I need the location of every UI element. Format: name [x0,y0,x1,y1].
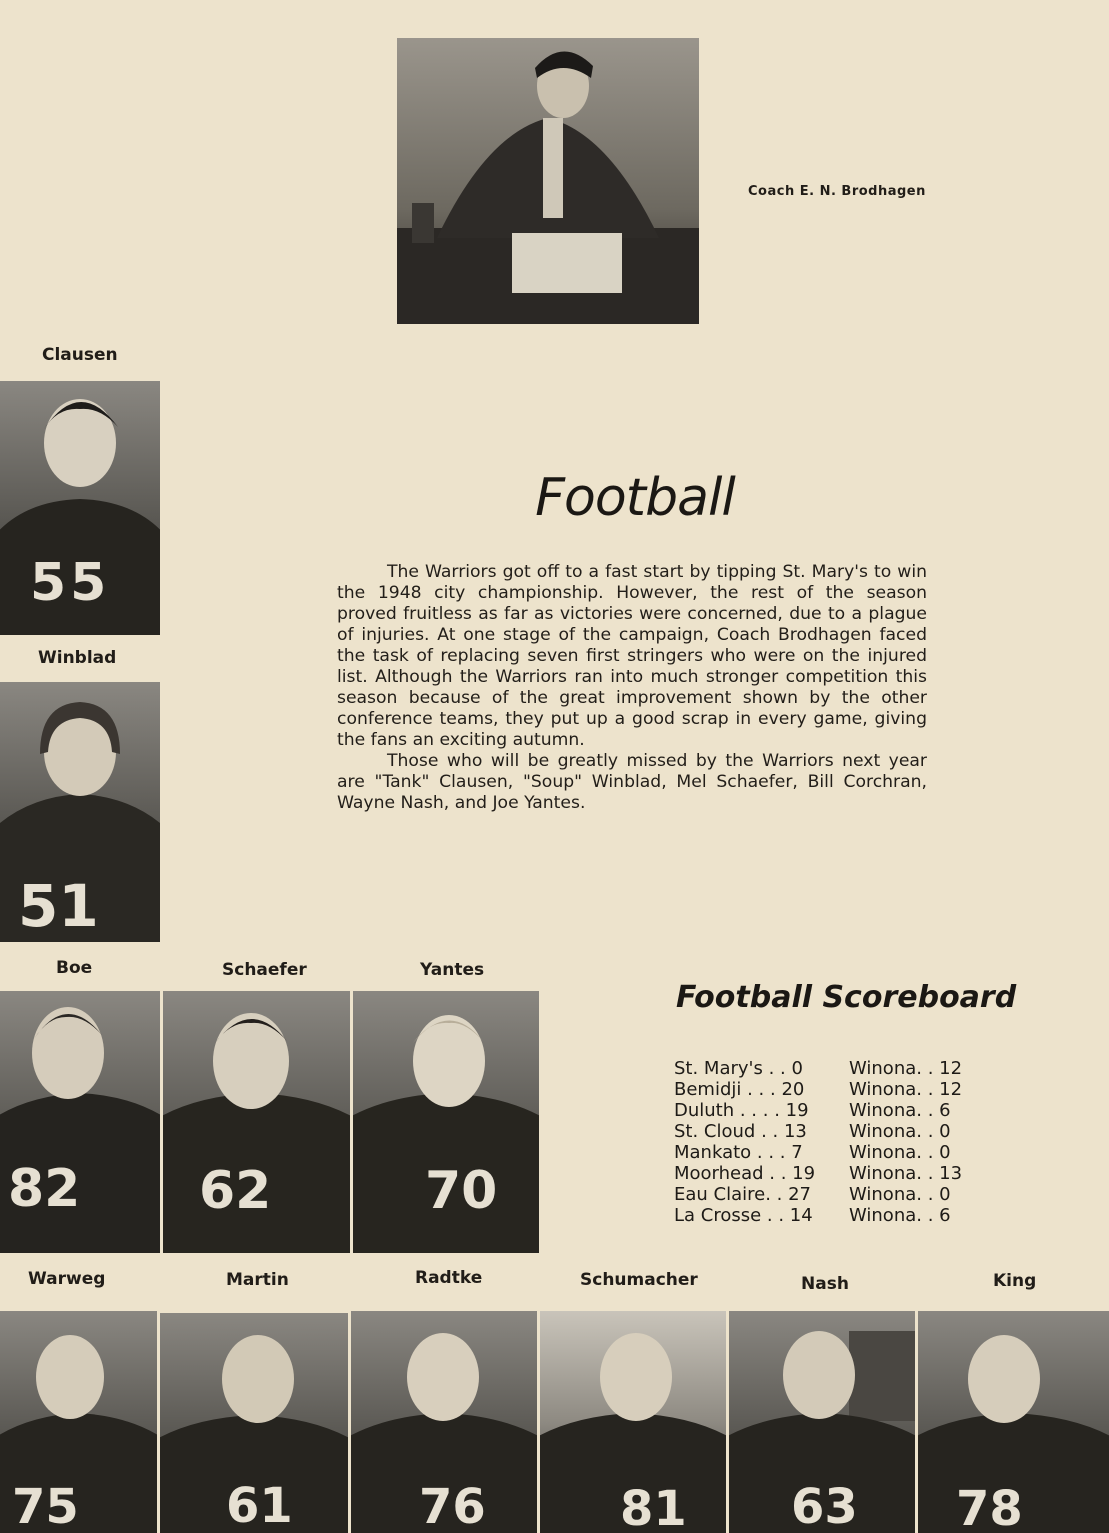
score-row [674,1079,989,1100]
jersey-number-radtke: 76 [419,1479,486,1533]
player-photo-radtke [351,1311,537,1533]
player-name-schaefer: Schaefer [222,960,307,980]
opponent-score: Moorhead . . 19 [674,1163,816,1184]
opponent-score: Mankato . . . 7 [674,1142,803,1163]
score-row [674,1058,989,1079]
jersey-number-clausen: 55 [30,553,111,613]
jersey-number-boe: 82 [8,1159,81,1219]
scoreboard-title: Football Scoreboard [676,980,1017,1015]
opponent-score: Bemidji . . . 20 [674,1079,805,1100]
opponent-score: St. Mary's . . 0 [674,1058,803,1079]
jersey-number-nash: 63 [791,1479,858,1533]
score-row [674,1121,989,1142]
opponent-score: Duluth . . . . 19 [674,1100,809,1121]
opponent-score: La Crosse . . 14 [674,1205,813,1226]
score-row [674,1205,989,1226]
jersey-number-warweg: 75 [12,1479,79,1533]
score-row [674,1163,989,1184]
winona-score: Winona. . 0 [849,1184,951,1205]
coach-photo [397,38,699,324]
coach-caption: Coach E. N. Brodhagen [748,184,926,199]
article-body [337,562,927,814]
player-name-boe: Boe [56,958,93,978]
player-name-winblad: Winblad [38,648,117,668]
winona-score: Winona. . 12 [849,1079,963,1100]
jersey-number-winblad: 51 [18,872,99,940]
jersey-number-schumacher: 81 [620,1481,687,1533]
winona-score: Winona. . 0 [849,1121,951,1142]
player-photo-schaefer [163,991,350,1253]
player-name-radtke: Radtke [415,1268,483,1288]
winona-score: Winona. . 13 [849,1163,963,1184]
article-paragraph: Those who will be greatly missed by the Warriors next year are "Tank" Clausen, "Soup" Winblad, Mel Schaefer, Bill Corchran, Wayne Nash, and Joe Yantes. [337,751,927,813]
player-name-martin: Martin [226,1270,289,1290]
player-photo-clausen [0,381,160,635]
player-photo-king [918,1311,1109,1533]
jersey-number-schaefer: 62 [199,1161,272,1221]
player-name-nash: Nash [801,1274,849,1294]
player-photo-boe [0,991,160,1253]
winona-score: Winona. . 12 [849,1058,963,1079]
player-photo-nash [729,1311,915,1533]
player-name-warweg: Warweg [28,1269,106,1289]
player-photo-yantes [353,991,539,1253]
page-title: Football [535,468,735,528]
score-row [674,1142,989,1163]
player-name-yantes: Yantes [420,960,485,980]
jersey-number-martin: 61 [226,1478,293,1533]
opponent-score: St. Cloud . . 13 [674,1121,807,1142]
score-row [674,1184,989,1205]
winona-score: Winona. . 0 [849,1142,951,1163]
jersey-number-yantes: 70 [425,1161,498,1221]
winona-score: Winona. . 6 [849,1205,951,1226]
player-name-schumacher: Schumacher [580,1270,698,1290]
opponent-score: Eau Claire. . 27 [674,1184,812,1205]
jersey-number-king: 78 [956,1481,1023,1533]
article-paragraph: The Warriors got off to a fast start by tipping St. Mary's to win the 1948 city championship. However, the rest of the season proved fruitless as far as victories were concerned, due to a plague of injuries. At one stage of the campaign, Coach Brodhagen faced the task of replacing seven first stringers who were on the injured list. Although the Warriors ran into much stronger competition this season because of the great improvement shown by the other conference teams, they put up a good scrap in every game, giving the fans an exciting autumn. [337,562,927,750]
player-photo-warweg [0,1311,157,1533]
player-photo-schumacher [540,1311,726,1533]
score-row [674,1100,989,1121]
player-name-clausen: Clausen [42,345,118,365]
winona-score: Winona. . 6 [849,1100,951,1121]
player-photo-martin [160,1313,348,1533]
player-name-king: King [993,1271,1037,1291]
scoreboard-table [674,1058,989,1226]
player-photo-winblad [0,682,160,942]
